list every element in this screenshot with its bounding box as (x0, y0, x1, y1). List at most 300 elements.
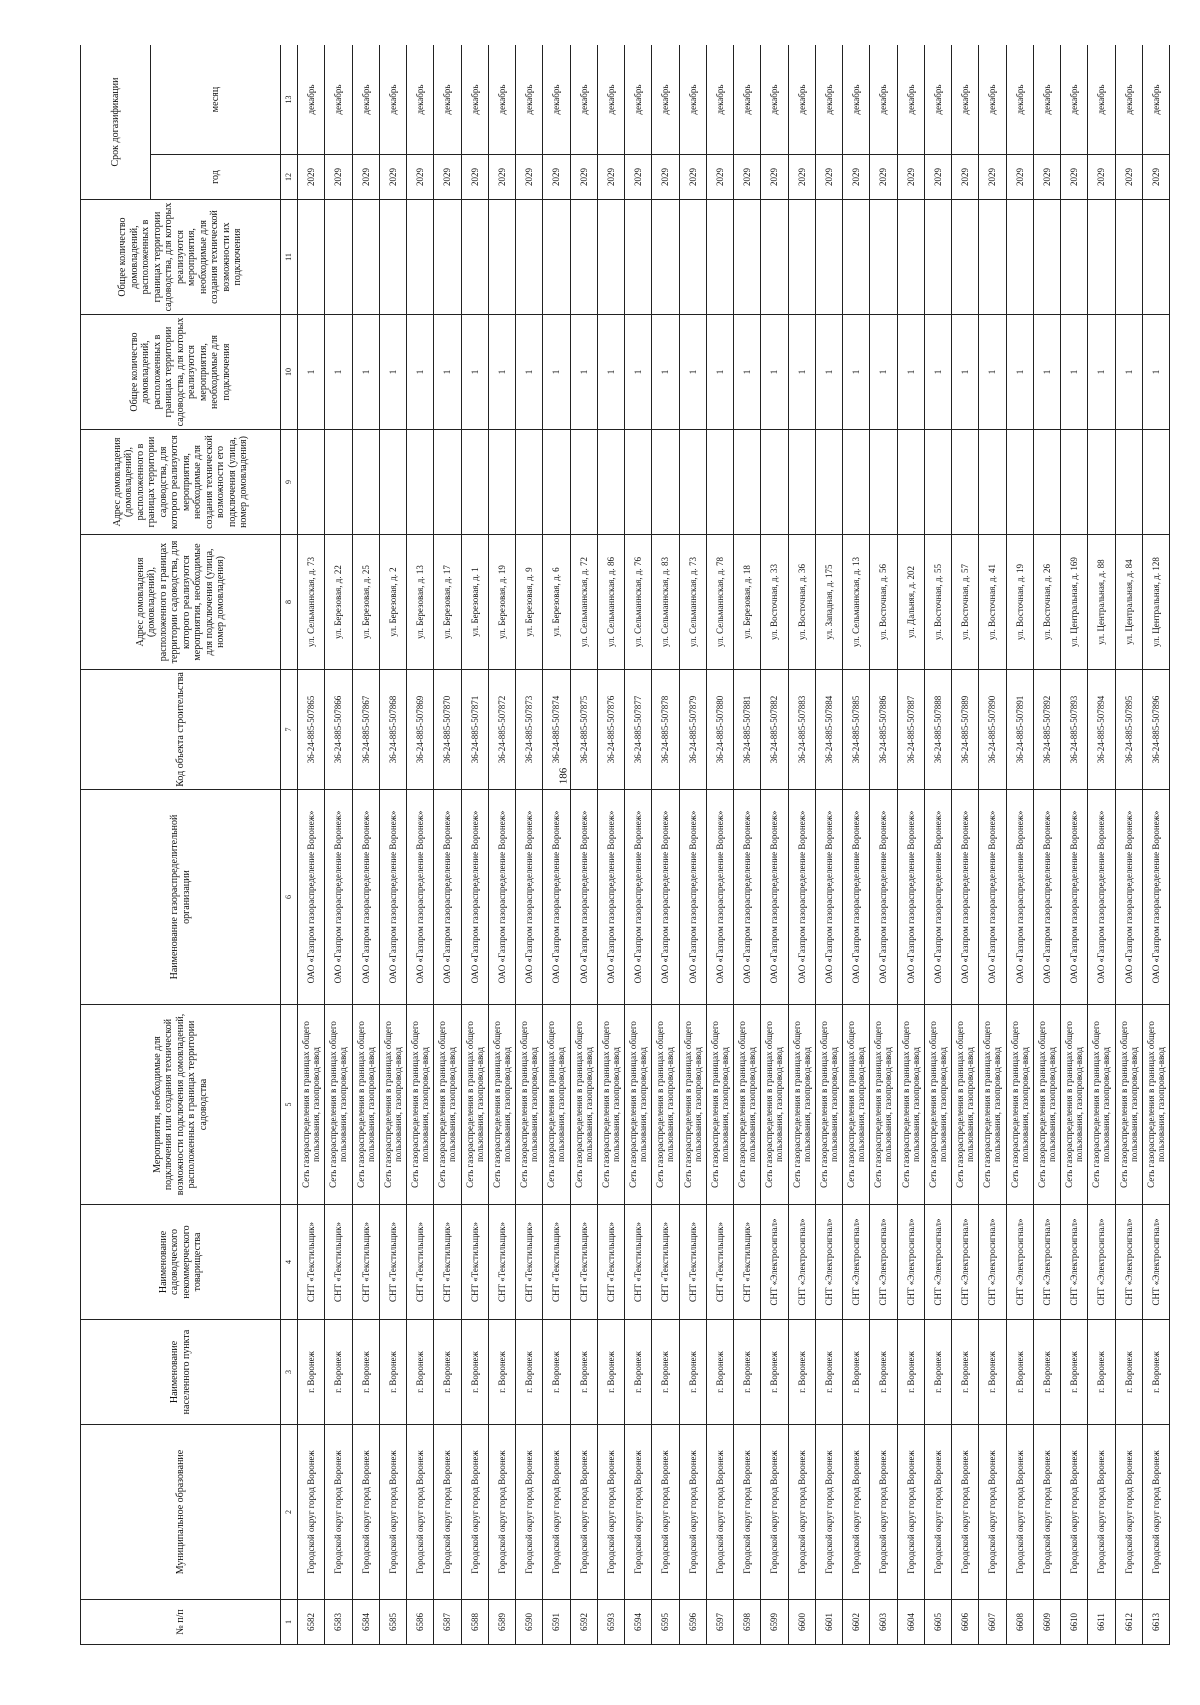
cell-municipality: Городской округ город Воронеж (1088, 1425, 1115, 1600)
cell-year: 2029 (597, 155, 624, 200)
cell-measures: Сеть газораспределения в границах общего пользования, газопровод-ввод (815, 1005, 842, 1205)
cell-count-capability (734, 200, 761, 315)
cell-month: декабрь (1033, 45, 1060, 155)
cell-num: 6592 (570, 1600, 597, 1645)
cell-gas-org: ОАО «Газпром газораспределение Воронеж» (952, 790, 979, 1005)
cell-municipality: Городской округ город Воронеж (1115, 1425, 1142, 1600)
cell-num: 6601 (815, 1600, 842, 1645)
cell-num: 6610 (1061, 1600, 1088, 1645)
cell-settlement: г. Воронеж (625, 1320, 652, 1425)
cell-settlement: г. Воронеж (597, 1320, 624, 1425)
cell-settlement: г. Воронеж (788, 1320, 815, 1425)
cell-year: 2029 (815, 155, 842, 200)
rotated-table-container (80, 45, 1170, 1645)
cell-measures: Сеть газораспределения в границах общего пользования, газопровод-ввод (379, 1005, 406, 1205)
cell-address: ул. Березовая, д. 18 (734, 535, 761, 670)
cell-settlement: г. Воронеж (352, 1320, 379, 1425)
cell-count: 1 (679, 315, 706, 430)
cell-settlement: г. Воронеж (516, 1320, 543, 1425)
cell-address: ул. Восточная, д. 55 (924, 535, 951, 670)
cell-address: ул. Восточная, д. 26 (1033, 535, 1060, 670)
col-number: 7 (281, 670, 298, 790)
cell-snt: СНТ «Электросигнал» (1006, 1205, 1033, 1320)
cell-measures: Сеть газораспределения в границах общего пользования, газопровод-ввод (488, 1005, 515, 1205)
cell-measures: Сеть газораспределения в границах общего пользования, газопровод-ввод (924, 1005, 951, 1205)
cell-municipality: Городской округ город Воронеж (652, 1425, 679, 1600)
table-row (1061, 45, 1088, 1645)
cell-settlement: г. Воронеж (461, 1320, 488, 1425)
cell-gas-org: ОАО «Газпром газораспределение Воронеж» (652, 790, 679, 1005)
cell-snt: СНТ «Текстильщик» (706, 1205, 733, 1320)
cell-object-code: 36-24-885-507875 (570, 670, 597, 790)
cell-address: ул. Центральная, д. 128 (1142, 535, 1169, 670)
cell-year: 2029 (1006, 155, 1033, 200)
cell-num: 6596 (679, 1600, 706, 1645)
cell-month: декабрь (461, 45, 488, 155)
cell-address: ул. Сельманнская, д. 72 (570, 535, 597, 670)
cell-num: 6608 (1006, 1600, 1033, 1645)
cell-count-capability (325, 200, 352, 315)
cell-settlement: г. Воронеж (379, 1320, 406, 1425)
cell-snt: СНТ «Текстильщик» (488, 1205, 515, 1320)
cell-object-code: 36-24-885-507885 (843, 670, 870, 790)
cell-address: ул. Восточная, д. 36 (788, 535, 815, 670)
cell-num: 6605 (924, 1600, 951, 1645)
cell-gas-org: ОАО «Газпром газораспределение Воронеж» (1115, 790, 1142, 1005)
cell-gas-org: ОАО «Газпром газораспределение Воронеж» (461, 790, 488, 1005)
cell-measures: Сеть газораспределения в границах общего пользования, газопровод-ввод (652, 1005, 679, 1205)
cell-count-capability (897, 200, 924, 315)
cell-municipality: Городской округ город Воронеж (870, 1425, 897, 1600)
table-row (761, 45, 788, 1645)
cell-count-capability (597, 200, 624, 315)
cell-count: 1 (1061, 315, 1088, 430)
cell-object-code: 36-24-885-507865 (298, 670, 325, 790)
cell-gas-org: ОАО «Газпром газораспределение Воронеж» (706, 790, 733, 1005)
col-number: 12 (281, 155, 298, 200)
cell-count: 1 (761, 315, 788, 430)
table-row (1033, 45, 1060, 1645)
cell-municipality: Городской округ город Воронеж (543, 1425, 570, 1600)
cell-year: 2029 (488, 155, 515, 200)
cell-count: 1 (1033, 315, 1060, 430)
cell-settlement: г. Воронеж (543, 1320, 570, 1425)
cell-address: ул. Сельманнская, д. 73 (298, 535, 325, 670)
cell-count-capability (543, 200, 570, 315)
cell-year: 2029 (1142, 155, 1169, 200)
col-number: 6 (281, 790, 298, 1005)
col-number: 4 (281, 1205, 298, 1320)
cell-address: ул. Дальняя, д. 202 (897, 535, 924, 670)
cell-month: декабрь (815, 45, 842, 155)
cell-address: ул. Березовая, д. 25 (352, 535, 379, 670)
table-row (1088, 45, 1115, 1645)
cell-count: 1 (815, 315, 842, 430)
cell-count-capability (379, 200, 406, 315)
cell-year: 2029 (325, 155, 352, 200)
cell-municipality: Городской округ город Воронеж (407, 1425, 434, 1600)
cell-object-code: 36-24-885-507887 (897, 670, 924, 790)
cell-count-capability (570, 200, 597, 315)
header-count-connection: Общее количество домовладений, расположенных в границах территории садоводства, для которых реализуются мероприятия, необходимые для подключения (81, 315, 281, 430)
cell-measures: Сеть газораспределения в границах общего пользования, газопровод-ввод (952, 1005, 979, 1205)
table-row (325, 45, 352, 1645)
cell-count: 1 (734, 315, 761, 430)
document-page (80, 45, 1170, 1645)
cell-measures: Сеть газораспределения в границах общего пользования, газопровод-ввод (734, 1005, 761, 1205)
cell-num: 6609 (1033, 1600, 1060, 1645)
cell-settlement: г. Воронеж (652, 1320, 679, 1425)
cell-gas-org: ОАО «Газпром газораспределение Воронеж» (734, 790, 761, 1005)
cell-num: 6599 (761, 1600, 788, 1645)
cell-snt: СНТ «Электросигнал» (979, 1205, 1006, 1320)
cell-gas-org: ОАО «Газпром газораспределение Воронеж» (788, 790, 815, 1005)
header-snt: Наименование садоводческого некоммерческого товарищества (81, 1205, 281, 1320)
cell-address-capability (1142, 430, 1169, 535)
cell-object-code: 36-24-885-507877 (625, 670, 652, 790)
cell-address-capability (652, 430, 679, 535)
cell-object-code: 36-24-885-507893 (1061, 670, 1088, 790)
cell-count: 1 (625, 315, 652, 430)
cell-municipality: Городской округ город Воронеж (1033, 1425, 1060, 1600)
cell-num: 6607 (979, 1600, 1006, 1645)
cell-settlement: г. Воронеж (407, 1320, 434, 1425)
cell-settlement: г. Воронеж (761, 1320, 788, 1425)
cell-municipality: Городской округ город Воронеж (325, 1425, 352, 1600)
cell-gas-org: ОАО «Газпром газораспределение Воронеж» (1061, 790, 1088, 1005)
cell-object-code: 36-24-885-507882 (761, 670, 788, 790)
cell-month: декабрь (597, 45, 624, 155)
cell-snt: СНТ «Электросигнал» (788, 1205, 815, 1320)
cell-num: 6584 (352, 1600, 379, 1645)
cell-gas-org: ОАО «Газпром газораспределение Воронеж» (516, 790, 543, 1005)
cell-address-capability (570, 430, 597, 535)
cell-year: 2029 (734, 155, 761, 200)
cell-count-capability (788, 200, 815, 315)
cell-measures: Сеть газораспределения в границах общего пользования, газопровод-ввод (870, 1005, 897, 1205)
cell-snt: СНТ «Электросигнал» (1115, 1205, 1142, 1320)
cell-year: 2029 (1088, 155, 1115, 200)
col-number: 11 (281, 200, 298, 315)
cell-address-capability (734, 430, 761, 535)
cell-count: 1 (597, 315, 624, 430)
cell-num: 6583 (325, 1600, 352, 1645)
cell-municipality: Городской округ город Воронеж (706, 1425, 733, 1600)
cell-measures: Сеть газораспределения в границах общего пользования, газопровод-ввод (570, 1005, 597, 1205)
cell-year: 2029 (924, 155, 951, 200)
cell-snt: СНТ «Текстильщик» (298, 1205, 325, 1320)
cell-gas-org: ОАО «Газпром газораспределение Воронеж» (625, 790, 652, 1005)
cell-settlement: г. Воронеж (843, 1320, 870, 1425)
cell-object-code: 36-24-885-507868 (379, 670, 406, 790)
cell-address-capability (516, 430, 543, 535)
cell-year: 2029 (625, 155, 652, 200)
table-row (352, 45, 379, 1645)
cell-count-capability (434, 200, 461, 315)
cell-year: 2029 (407, 155, 434, 200)
cell-address-capability (788, 430, 815, 535)
cell-count: 1 (979, 315, 1006, 430)
cell-year: 2029 (1115, 155, 1142, 200)
cell-month: декабрь (952, 45, 979, 155)
cell-gas-org: ОАО «Газпром газораспределение Воронеж» (325, 790, 352, 1005)
cell-snt: СНТ «Текстильщик» (625, 1205, 652, 1320)
cell-count: 1 (543, 315, 570, 430)
cell-snt: СНТ «Электросигнал» (1033, 1205, 1060, 1320)
cell-object-code: 36-24-885-507878 (652, 670, 679, 790)
cell-count: 1 (461, 315, 488, 430)
table-row (843, 45, 870, 1645)
cell-municipality: Городской округ город Воронеж (1006, 1425, 1033, 1600)
cell-count-capability (761, 200, 788, 315)
cell-municipality: Городской округ город Воронеж (434, 1425, 461, 1600)
cell-address-capability (761, 430, 788, 535)
cell-address-capability (407, 430, 434, 535)
table-header (81, 45, 298, 1645)
cell-count-capability (843, 200, 870, 315)
cell-measures: Сеть газораспределения в границах общего пользования, газопровод-ввод (298, 1005, 325, 1205)
cell-address: ул. Березовая, д. 13 (407, 535, 434, 670)
cell-count: 1 (897, 315, 924, 430)
table-row (679, 45, 706, 1645)
cell-count: 1 (706, 315, 733, 430)
cell-address-capability (706, 430, 733, 535)
cell-snt: СНТ «Текстильщик» (516, 1205, 543, 1320)
cell-address: ул. Сельманнская, д. 83 (652, 535, 679, 670)
column-number-row (281, 45, 298, 1645)
cell-settlement: г. Воронеж (1088, 1320, 1115, 1425)
header-settlement: Наименование населенного пункта (81, 1320, 281, 1425)
cell-measures: Сеть газораспределения в границах общего пользования, газопровод-ввод (706, 1005, 733, 1205)
header-municipality: Муниципальное образование (81, 1425, 281, 1600)
header-gas-org: Наименование газораспределительной организации (81, 790, 281, 1005)
cell-object-code: 36-24-885-507876 (597, 670, 624, 790)
table-row (870, 45, 897, 1645)
cell-snt: СНТ «Текстильщик» (434, 1205, 461, 1320)
cell-settlement: г. Воронеж (325, 1320, 352, 1425)
cell-measures: Сеть газораспределения в границах общего пользования, газопровод-ввод (1115, 1005, 1142, 1205)
cell-gas-org: ОАО «Газпром газораспределение Воронеж» (597, 790, 624, 1005)
cell-gas-org: ОАО «Газпром газораспределение Воронеж» (1142, 790, 1169, 1005)
cell-num: 6595 (652, 1600, 679, 1645)
cell-year: 2029 (434, 155, 461, 200)
cell-month: декабрь (788, 45, 815, 155)
cell-num: 6602 (843, 1600, 870, 1645)
cell-settlement: г. Воронеж (298, 1320, 325, 1425)
cell-object-code: 36-24-885-507896 (1142, 670, 1169, 790)
cell-address: ул. Сельманнская, д. 73 (679, 535, 706, 670)
cell-object-code: 36-24-885-507894 (1088, 670, 1115, 790)
cell-year: 2029 (897, 155, 924, 200)
cell-num: 6598 (734, 1600, 761, 1645)
cell-object-code: 36-24-885-507883 (788, 670, 815, 790)
cell-year: 2029 (761, 155, 788, 200)
cell-count: 1 (352, 315, 379, 430)
cell-year: 2029 (461, 155, 488, 200)
cell-year: 2029 (652, 155, 679, 200)
cell-month: декабрь (1115, 45, 1142, 155)
cell-address-capability (1088, 430, 1115, 535)
cell-gas-org: ОАО «Газпром газораспределение Воронеж» (1033, 790, 1060, 1005)
cell-snt: СНТ «Текстильщик» (543, 1205, 570, 1320)
cell-object-code: 36-24-885-507873 (516, 670, 543, 790)
cell-municipality: Городской округ город Воронеж (979, 1425, 1006, 1600)
cell-count-capability (652, 200, 679, 315)
cell-measures: Сеть газораспределения в границах общего пользования, газопровод-ввод (352, 1005, 379, 1205)
cell-num: 6606 (952, 1600, 979, 1645)
cell-address: ул. Восточная, д. 33 (761, 535, 788, 670)
cell-month: декабрь (407, 45, 434, 155)
cell-municipality: Городской округ город Воронеж (761, 1425, 788, 1600)
cell-address-capability (843, 430, 870, 535)
cell-object-code: 36-24-885-507889 (952, 670, 979, 790)
cell-municipality: Городской округ город Воронеж (625, 1425, 652, 1600)
cell-gas-org: ОАО «Газпром газораспределение Воронеж» (543, 790, 570, 1005)
header-deadline: Срок догазификации (81, 45, 151, 200)
cell-year: 2029 (843, 155, 870, 200)
cell-year: 2029 (952, 155, 979, 200)
cell-address: ул. Сельманнская, д. 78 (706, 535, 733, 670)
cell-count-capability (870, 200, 897, 315)
cell-object-code: 36-24-885-507880 (706, 670, 733, 790)
cell-settlement: г. Воронеж (488, 1320, 515, 1425)
table-row (652, 45, 679, 1645)
cell-count: 1 (652, 315, 679, 430)
cell-settlement: г. Воронеж (434, 1320, 461, 1425)
cell-address: ул. Восточная, д. 41 (979, 535, 1006, 670)
cell-settlement: г. Воронеж (679, 1320, 706, 1425)
cell-count-capability (1033, 200, 1060, 315)
header-count-capability: Общее количество домовладений, расположенных в границах территории садоводства, для которых реализуются мероприятия, необходимые для создания технической возможности их подключения (81, 200, 281, 315)
cell-count: 1 (379, 315, 406, 430)
cell-settlement: г. Воронеж (734, 1320, 761, 1425)
cell-num: 6591 (543, 1600, 570, 1645)
cell-snt: СНТ «Текстильщик» (379, 1205, 406, 1320)
cell-year: 2029 (352, 155, 379, 200)
cell-snt: СНТ «Текстильщик» (734, 1205, 761, 1320)
cell-object-code: 36-24-885-507869 (407, 670, 434, 790)
cell-month: декабрь (325, 45, 352, 155)
cell-measures: Сеть газораспределения в границах общего пользования, газопровод-ввод (979, 1005, 1006, 1205)
cell-count: 1 (1115, 315, 1142, 430)
cell-snt: СНТ «Текстильщик» (652, 1205, 679, 1320)
cell-month: декабрь (1088, 45, 1115, 155)
cell-month: декабрь (843, 45, 870, 155)
cell-count-capability (407, 200, 434, 315)
cell-address-capability (815, 430, 842, 535)
cell-settlement: г. Воронеж (952, 1320, 979, 1425)
header-num: № п/п (81, 1600, 281, 1645)
table-row (488, 45, 515, 1645)
cell-month: декабрь (570, 45, 597, 155)
cell-settlement: г. Воронеж (1006, 1320, 1033, 1425)
header-address-capability: Адрес домовладения (домовладений), расположенного в границах территории садоводства, для которого реализуются мероприятия, необходимые для создания технической возможности его подключения (улица, номер домовладения) (81, 430, 281, 535)
cell-year: 2029 (788, 155, 815, 200)
cell-count-capability (488, 200, 515, 315)
cell-address-capability (434, 430, 461, 535)
cell-count-capability (1115, 200, 1142, 315)
cell-num: 6589 (488, 1600, 515, 1645)
cell-count: 1 (1142, 315, 1169, 430)
cell-year: 2029 (516, 155, 543, 200)
cell-municipality: Городской округ город Воронеж (734, 1425, 761, 1600)
cell-address-capability (1061, 430, 1088, 535)
table-row (1142, 45, 1169, 1645)
cell-count: 1 (407, 315, 434, 430)
cell-count: 1 (1088, 315, 1115, 430)
cell-municipality: Городской округ город Воронеж (897, 1425, 924, 1600)
table-row (434, 45, 461, 1645)
cell-measures: Сеть газораспределения в границах общего пользования, газопровод-ввод (843, 1005, 870, 1205)
cell-gas-org: ОАО «Газпром газораспределение Воронеж» (1006, 790, 1033, 1005)
cell-count-capability (516, 200, 543, 315)
cell-municipality: Городской округ город Воронеж (461, 1425, 488, 1600)
cell-count: 1 (870, 315, 897, 430)
cell-snt: СНТ «Электросигнал» (761, 1205, 788, 1320)
cell-settlement: г. Воронеж (870, 1320, 897, 1425)
cell-address-capability (952, 430, 979, 535)
cell-settlement: г. Воронеж (1115, 1320, 1142, 1425)
cell-num: 6590 (516, 1600, 543, 1645)
cell-snt: СНТ «Текстильщик» (325, 1205, 352, 1320)
cell-count-capability (815, 200, 842, 315)
cell-address: ул. Восточная, д. 56 (870, 535, 897, 670)
cell-month: декабрь (734, 45, 761, 155)
cell-num: 6582 (298, 1600, 325, 1645)
table-row (597, 45, 624, 1645)
cell-month: декабрь (625, 45, 652, 155)
cell-gas-org: ОАО «Газпром газораспределение Воронеж» (870, 790, 897, 1005)
cell-gas-org: ОАО «Газпром газораспределение Воронеж» (570, 790, 597, 1005)
header-month: месяц (151, 45, 281, 155)
cell-object-code: 36-24-885-507886 (870, 670, 897, 790)
cell-address-capability (870, 430, 897, 535)
page-number: 186 (557, 767, 570, 785)
cell-object-code: 36-24-885-507874 (543, 670, 570, 790)
table-row (570, 45, 597, 1645)
cell-count-capability (679, 200, 706, 315)
cell-address-capability (1115, 430, 1142, 535)
cell-count: 1 (788, 315, 815, 430)
header-object-code: Код объекта строительства (81, 670, 281, 790)
cell-municipality: Городской округ город Воронеж (679, 1425, 706, 1600)
cell-address-capability (488, 430, 515, 535)
cell-num: 6587 (434, 1600, 461, 1645)
cell-num: 6604 (897, 1600, 924, 1645)
cell-gas-org: ОАО «Газпром газораспределение Воронеж» (815, 790, 842, 1005)
cell-num: 6593 (597, 1600, 624, 1645)
gasification-table (80, 45, 1170, 1645)
cell-month: декабрь (979, 45, 1006, 155)
cell-address: ул. Березовая, д. 19 (488, 535, 515, 670)
cell-num: 6612 (1115, 1600, 1142, 1645)
cell-address-capability (1033, 430, 1060, 535)
cell-settlement: г. Воронеж (979, 1320, 1006, 1425)
header-year: год (151, 155, 281, 200)
cell-address: ул. Западная, д. 175 (815, 535, 842, 670)
cell-snt: СНТ «Электросигнал» (843, 1205, 870, 1320)
cell-gas-org: ОАО «Газпром газораспределение Воронеж» (488, 790, 515, 1005)
cell-settlement: г. Воронеж (815, 1320, 842, 1425)
cell-address-capability (325, 430, 352, 535)
cell-address: ул. Восточная, д. 57 (952, 535, 979, 670)
cell-year: 2029 (543, 155, 570, 200)
cell-month: декабрь (706, 45, 733, 155)
cell-count: 1 (488, 315, 515, 430)
cell-gas-org: ОАО «Газпром газораспределение Воронеж» (1088, 790, 1115, 1005)
table-row (706, 45, 733, 1645)
cell-month: декабрь (1142, 45, 1169, 155)
